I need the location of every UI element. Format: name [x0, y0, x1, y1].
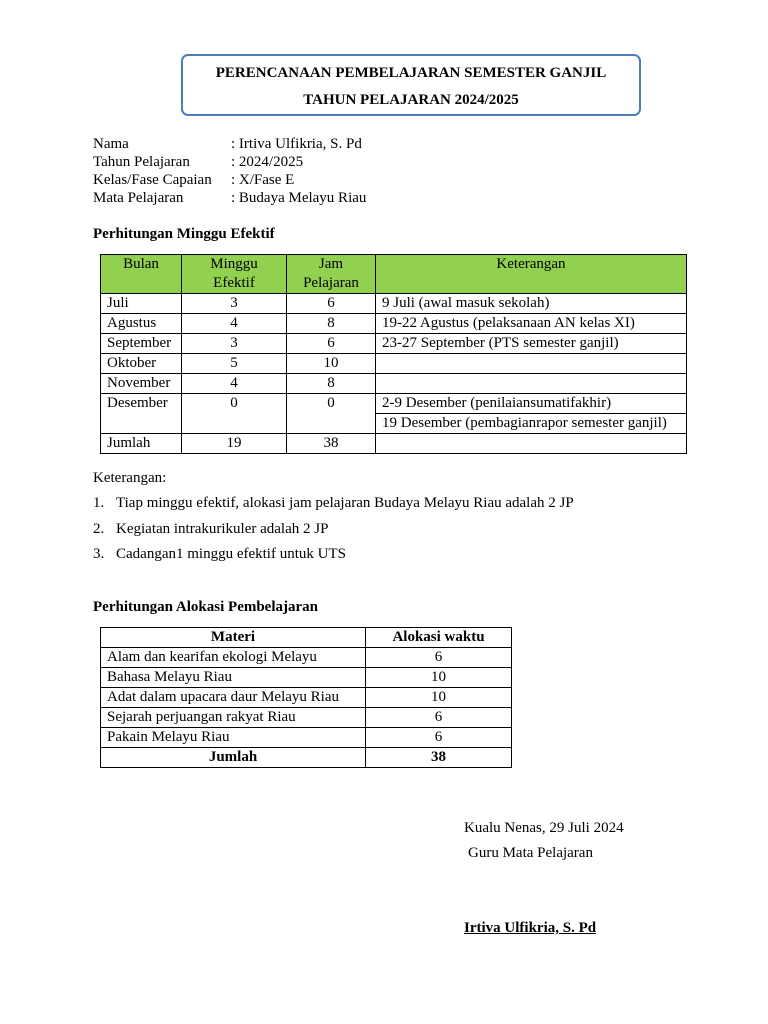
table-header-row [101, 255, 687, 294]
table-row [101, 668, 512, 688]
header-alokasi: Alokasi waktu [366, 628, 512, 648]
header-bulan: Bulan [101, 255, 182, 294]
info-row [93, 135, 366, 153]
cell-bulan: Jumlah [101, 434, 182, 454]
signature-name: Irtiva Ulfikria, S. Pd [464, 920, 597, 936]
note-text: Cadangan1 minggu efektif untuk UTS [116, 546, 346, 562]
table-row [101, 688, 512, 708]
info-label: Tahun Pelajaran [93, 154, 190, 170]
cell-alokasi: 6 [366, 648, 512, 668]
cell-materi: Bahasa Melayu Riau [101, 668, 366, 688]
cell-minggu: 19 [182, 434, 287, 454]
table-row [101, 708, 512, 728]
identity-info [93, 135, 366, 207]
cell-minggu: 0 [182, 394, 287, 434]
cell-bulan: Oktober [101, 354, 182, 374]
info-value: : X/Fase E [231, 172, 295, 188]
title-line-1: PERENCANAAN PEMBELAJARAN SEMESTER GANJIL [215, 65, 607, 81]
note-item [93, 495, 574, 512]
table-total-row [101, 748, 512, 768]
cell-bulan: Agustus [101, 314, 182, 334]
cell-alokasi: 6 [366, 708, 512, 728]
cell-jam: 8 [287, 314, 376, 334]
cell-minggu: 4 [182, 374, 287, 394]
cell-total-label: Jumlah [101, 748, 366, 768]
info-value: : 2024/2025 [231, 154, 304, 170]
cell-materi: Adat dalam upacara daur Melayu Riau [101, 688, 366, 708]
section-heading-minggu-efektif: Perhitungan Minggu Efektif [93, 226, 275, 242]
allocation-table [100, 627, 512, 768]
cell-alokasi: 10 [366, 688, 512, 708]
header-minggu-efektif: Minggu Efektif [182, 255, 287, 294]
title-line-2: TAHUN PELAJARAN 2024/2025 [303, 92, 519, 108]
header-materi: Materi [101, 628, 366, 648]
table-row [101, 374, 687, 394]
cell-keterangan: 19 Desember (pembagianrapor semester ganjil) [376, 414, 687, 434]
info-row [93, 171, 366, 189]
cell-alokasi: 10 [366, 668, 512, 688]
table-row [101, 394, 687, 414]
header-jam-pelajaran: Jam Pelajaran [287, 255, 376, 294]
cell-keterangan: 2-9 Desember (penilaiansumatifakhir) [376, 394, 687, 414]
note-item [93, 521, 328, 538]
note-text: Tiap minggu efektif, alokasi jam pelajaran Budaya Melayu Riau adalah 2 JP [116, 495, 574, 511]
info-label: Mata Pelajaran [93, 190, 184, 206]
cell-jam: 0 [287, 394, 376, 434]
table-row [101, 728, 512, 748]
section-heading-alokasi: Perhitungan Alokasi Pembelajaran [93, 599, 319, 615]
table-row [101, 294, 687, 314]
cell-keterangan: 23-27 September (PTS semester ganjil) [376, 334, 687, 354]
cell-keterangan [376, 374, 687, 394]
cell-minggu: 3 [182, 334, 287, 354]
cell-keterangan [376, 354, 687, 374]
note-text: Kegiatan intrakurikuler adalah 2 JP [116, 521, 329, 537]
table-row [101, 648, 512, 668]
notes-heading: Keterangan: [93, 470, 167, 486]
cell-jam: 38 [287, 434, 376, 454]
cell-materi: Alam dan kearifan ekologi Melayu [101, 648, 366, 668]
info-row [93, 153, 366, 171]
cell-minggu: 4 [182, 314, 287, 334]
info-value: : Irtiva Ulfikria, S. Pd [231, 136, 362, 152]
cell-bulan: November [101, 374, 182, 394]
note-number: 2. [93, 521, 105, 537]
cell-alokasi: 6 [366, 728, 512, 748]
cell-jam: 10 [287, 354, 376, 374]
cell-minggu: 5 [182, 354, 287, 374]
table-header-row [101, 628, 512, 648]
info-label: Kelas/Fase Capaian [93, 172, 212, 188]
cell-jam: 6 [287, 334, 376, 354]
cell-jam: 6 [287, 294, 376, 314]
cell-jam: 8 [287, 374, 376, 394]
title-box [181, 54, 641, 116]
cell-keterangan [376, 434, 687, 454]
info-label: Nama [93, 136, 129, 152]
table-row [101, 354, 687, 374]
effective-weeks-table [100, 254, 687, 454]
info-value: : Budaya Melayu Riau [231, 190, 367, 206]
cell-minggu: 3 [182, 294, 287, 314]
cell-total-value: 38 [366, 748, 512, 768]
note-item [93, 546, 346, 563]
signature-place-date: Kualu Nenas, 29 Juli 2024 [464, 820, 624, 836]
table-row [101, 314, 687, 334]
note-number: 3. [93, 546, 105, 562]
cell-keterangan: 19-22 Agustus (pelaksanaan AN kelas XI) [376, 314, 687, 334]
info-row [93, 189, 366, 207]
signature-role: Guru Mata Pelajaran [468, 845, 593, 861]
cell-bulan: September [101, 334, 182, 354]
note-number: 1. [93, 495, 105, 511]
cell-materi: Pakain Melayu Riau [101, 728, 366, 748]
cell-materi: Sejarah perjuangan rakyat Riau [101, 708, 366, 728]
table-row [101, 334, 687, 354]
table-total-row [101, 434, 687, 454]
cell-bulan: Juli [101, 294, 182, 314]
cell-keterangan: 9 Juli (awal masuk sekolah) [376, 294, 687, 314]
header-keterangan: Keterangan [376, 255, 687, 294]
cell-bulan: Desember [101, 394, 182, 434]
